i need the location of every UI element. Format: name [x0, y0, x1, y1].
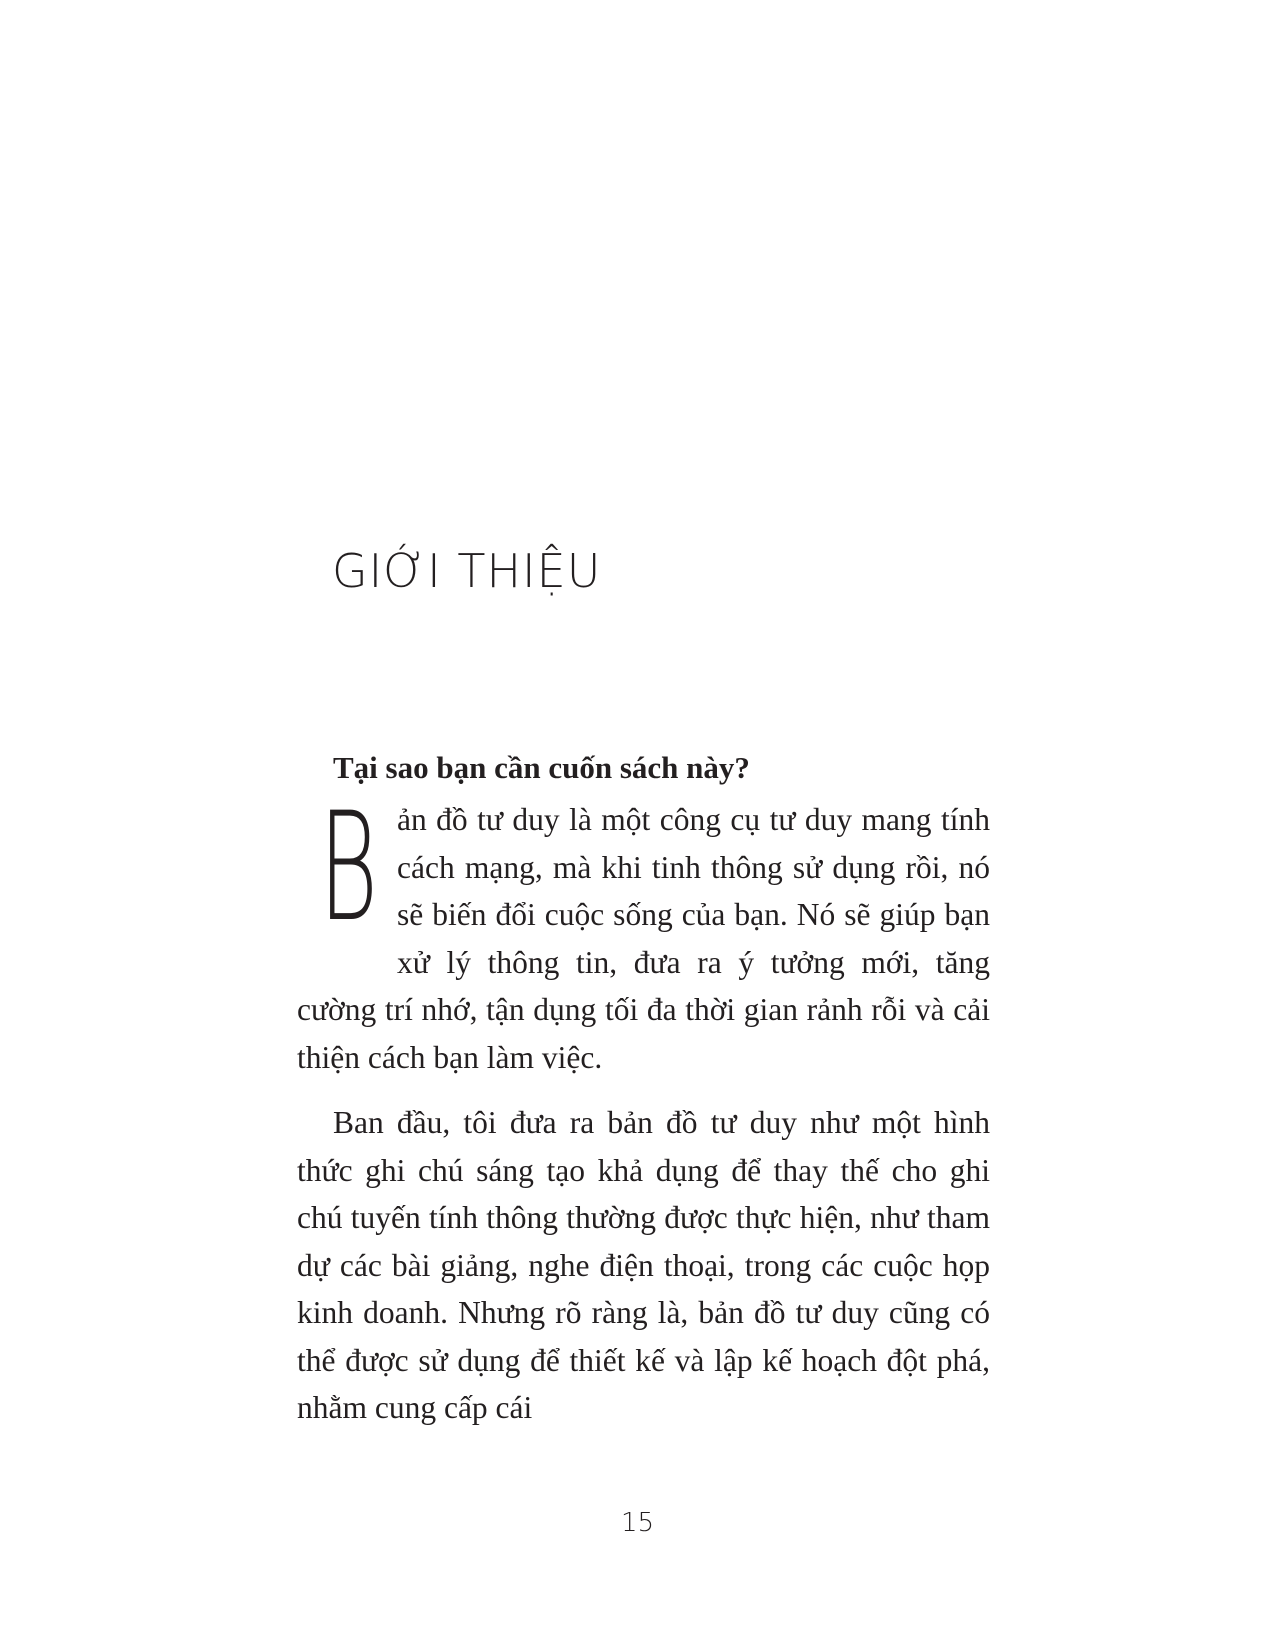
body-text-column — [297, 748, 990, 1432]
second-paragraph: Ban đầu, tôi đưa ra bản đồ tư duy như một hình thức ghi chú sáng tạo khả dụng để thay thế cho ghi chú tuyến tính thông thường được thực hiện, như tham dự các bài giảng, nghe điện thoại, trong các cuộc họp kinh doanh. Nhưng rõ ràng là, bản đồ tư duy cũng có thể được sử dụng để thiết kế và lập kế hoạch đột phá, nhằm cung cấp cái — [297, 1105, 990, 1425]
chapter-title: GIỚI THIỆU — [332, 544, 602, 598]
section-heading: Tại sao bạn cần cuốn sách này? — [333, 750, 750, 785]
first-paragraph — [297, 781, 990, 1081]
first-paragraph-text: ản đồ tư duy là một công cụ tư duy mang tính cách mạng, mà khi tinh thông sử dụng rồi, nó sẽ biến đổi cuộc sống của bạn. Nó sẽ giúp bạn xử lý thông tin, đưa ra ý tưởng mới, tăng cường trí nhớ, tận dụng tối đa thời gian rảnh rỗi và cải thiện cách bạn làm việc. — [297, 802, 990, 1075]
page-number: 15 — [620, 1508, 655, 1538]
drop-cap-letter: B — [319, 781, 378, 955]
